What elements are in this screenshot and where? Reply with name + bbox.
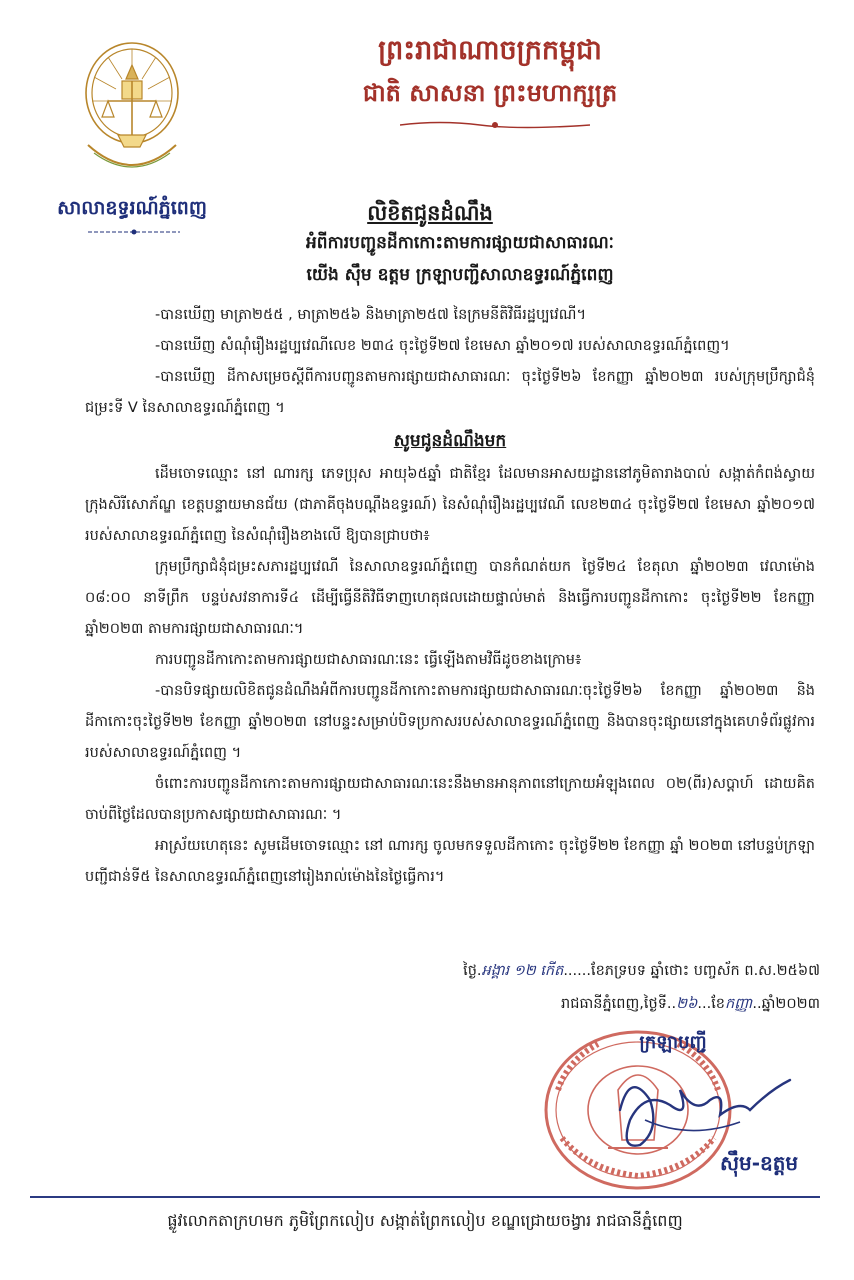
day-handwritten: ២៦: [676, 996, 698, 1012]
seen-clause-3: -បានឃើញ ដីកាសម្រេចស្តីពីការបញ្ជូនតាមការផ្សាយជាសាធារណៈ ចុះថ្ងៃទី២៦ ខែកញ្ញា ឆ្នាំ២០២៣ របស់ក្រុមប្រឹក្សាជំនុំជម្រះទី V នៃសាលាឧទ្ធរណ៍ភ្នំពេញ ។: [85, 369, 815, 416]
month-handwritten: កញ្ញា: [725, 996, 753, 1012]
seen-clause-1: -បានឃើញ មាត្រា២៥៥ , មាត្រា២៥៦ និងមាត្រា២៥៧ នៃក្រមនីតិវិធីរដ្ឋប្បវេណី។: [155, 307, 586, 323]
year-suffix: ..ឆ្នាំ២០២៣: [752, 996, 820, 1012]
lunar-date-suffix: ......ខែភទ្របទ ឆ្នាំថោះ បញ្ចស័ក ព.ស.២៥៦៧: [563, 963, 820, 979]
place-prefix: រាជធានីភ្នំពេញ,ថ្ងៃទី..: [561, 996, 677, 1012]
place-date-line: [400, 995, 820, 1016]
court-emblem-icon: [78, 35, 186, 185]
motto-ornament: [400, 120, 590, 130]
kingdom-heading: ព្រះរាជាណាចក្រកម្ពុជា: [378, 35, 602, 66]
lunar-date-handwritten: អង្គារ ១២ កើត: [481, 963, 564, 979]
paragraph-publication: -បានបិទផ្សាយលិខិតជូនដំណឹងអំពីការបញ្ជូនដីកាកោះតាមការផ្សាយជាសាធារណៈចុះថ្ងៃទី២៦ ខែកញ្ញា ឆ្នាំ២០២៣ និងដីកាកោះចុះថ្ងៃទី២២ ខែកញ្ញា ឆ្នាំ២០២៣ នៅបន្ទះសម្រាប់បិទប្រកាសរបស់សាលាឧទ្ធរណ៍ភ្នំពេញ និងបានចុះផ្សាយនៅក្នុងគេហទំព័រផ្លូវការរបស់សាលាឧទ្ធរណ៍ភ្នំពេញ ។: [85, 683, 815, 761]
paragraph-hearing: ក្រុមប្រឹក្សាជំនុំជម្រះសភារដ្ឋប្បវេណី នៃសាលាឧទ្ធរណ៍ភ្នំពេញ បានកំណត់យក ថ្ងៃទី២៤ ខែតុលា ឆ្នាំ២០២៣ វេលាម៉ោង ០៨:០០ នាទីព្រឹក បន្ទប់សវនាការទី៤ ដើម្បីធ្វើនីតិវិធីទាញហេតុផលដោយផ្ទាល់មាត់ និងធ្វើការបញ្ជូនដីកាកោះ ចុះថ្ងៃទី២២ ខែកញ្ញា ឆ្នាំ២០២៣ តាមការផ្សាយជាសាធារណៈ។: [85, 559, 815, 637]
document-title: លិខិតជូនដំណឹង: [367, 201, 493, 225]
month-prefix: ...ខែ: [697, 996, 726, 1012]
lunar-date-line: [360, 962, 820, 983]
court-name: សាលាឧទ្ធរណ៍ភ្នំពេញ: [57, 197, 207, 219]
footer-address: ផ្លូវលោកតាក្រហមក ភូមិព្រែកលៀប សង្កាត់ព្រែកលៀប ខណ្ឌជ្រោយចង្វារ រាជធានីភ្នំពេញ: [167, 1211, 683, 1230]
footer-divider: [30, 1196, 820, 1198]
paragraph-effect: ចំពោះការបញ្ជូនដីកាកោះតាមការផ្សាយជាសាធារណៈនេះនឹងមានអានុភាពនៅក្រោយអំឡុងពេល ០២(ពីរ)សប្តាហ៍ ដោយគិតចាប់ពីថ្ងៃដែលបានប្រកាសផ្សាយជាសាធារណៈ ។: [85, 776, 815, 823]
handwritten-signature: [600, 1050, 810, 1160]
signer-title: ក្រឡាបញ្ជី: [639, 1032, 707, 1053]
paragraph-method: ការបញ្ជូនដីកាកោះតាមការផ្សាយជាសាធារណៈនេះ ធ្វើឡើងតាមវិធីដូចខាងក្រោម៖: [155, 652, 582, 668]
notice-heading: សូមជូនដំណឹងមក: [393, 431, 507, 451]
paragraph-plaintiff: ដើមចោទឈ្មោះ នៅ ណារក្ស ភេទប្រុស អាយុ៦៥ឆ្នាំ ជាតិខ្មែរ ដែលមានអាសយដ្ឋាននៅភូមិតារាងបាល់ សង្កាត់កំពង់ស្វាយ ក្រុងសិរីសោភ័ណ្ឌ ខេត្តបន្ទាយមានជ័យ (ជាភាគីចុងបណ្តឹងឧទ្ធរណ៍) នៃសំណុំរឿងរដ្ឋប្បវេណី លេខ២៣៤ ចុះថ្ងៃទី២៧ ខែមេសា ឆ្នាំ២០១៧ របស់សាលាឧទ្ធរណ៍ភ្នំពេញ នៃសំណុំរឿងខាងលើ ឱ្យបានជ្រាបថា៖: [85, 466, 815, 544]
paragraph-summons: អាស្រ័យហេតុនេះ សូមដើមចោទឈ្មោះ នៅ ណារក្ស ចូលមកទទួលដីកាកោះ ចុះថ្ងៃទី២២ ខែកញ្ញា ឆ្នាំ ២០២៣ នៅបន្ទប់ក្រឡាបញ្ជីជាន់ទី៥ នៃសាលាឧទ្ធរណ៍ភ្នំពេញនៅរៀងរាល់ម៉ោងនៃថ្ងៃធ្វើការ។: [85, 838, 815, 885]
document-subtitle: អំពីការបញ្ជូនដីកាកោះតាមការផ្សាយជាសាធារណៈ: [305, 233, 614, 253]
document-body: [85, 300, 815, 893]
signer-name: ស៊ឹម-ឧត្តម: [720, 1151, 799, 1175]
seen-clause-2: -បានឃើញ សំណុំរឿងរដ្ឋប្បវេណីលេខ ២៣៤ ចុះថ្ងៃទី២៧ ខែមេសា ឆ្នាំ២០១៧ របស់សាលាឧទ្ធរណ៍ភ្នំពេញ។: [155, 338, 730, 354]
document-issuer: យើង ស៊ឹម ឧត្តម ក្រឡាបញ្ជីសាលាឧទ្ធរណ៍ភ្នំពេញ: [306, 265, 614, 285]
lunar-date-prefix: ថ្ងៃ.: [463, 963, 482, 979]
national-motto: ជាតិ សាសនា ព្រះមហាក្សត្រ: [362, 78, 618, 107]
